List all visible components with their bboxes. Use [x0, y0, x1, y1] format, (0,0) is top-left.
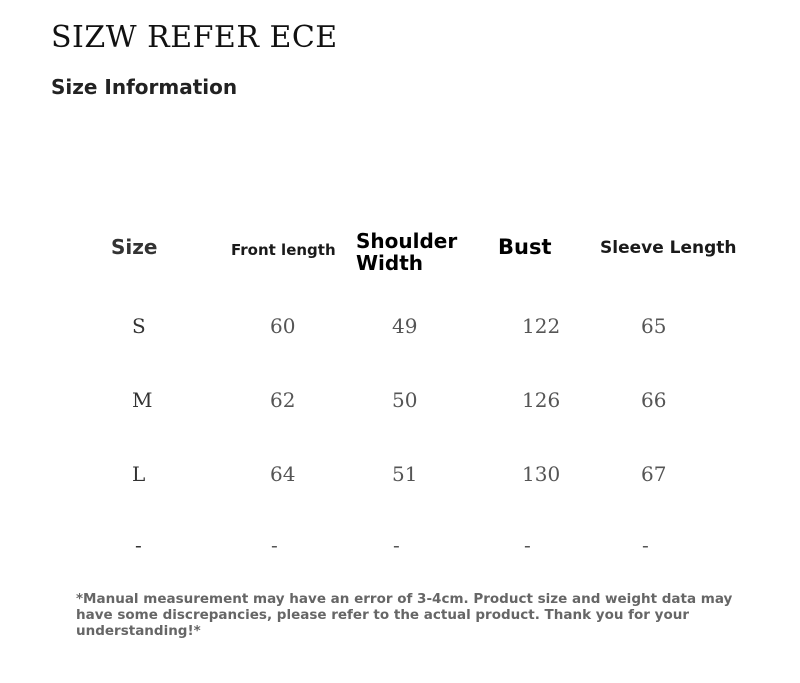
- page-title: SIZW REFER ECE: [51, 20, 338, 55]
- cell-shoulder-width: 49: [392, 314, 418, 338]
- cell-sleeve-length: 66: [641, 388, 667, 412]
- cell-shoulder-width: -: [393, 533, 400, 557]
- cell-sleeve-length: 67: [641, 462, 667, 486]
- cell-bust: -: [524, 533, 531, 557]
- page-subtitle: Size Information: [51, 75, 238, 99]
- cell-bust: 130: [522, 462, 561, 486]
- cell-front-length: 62: [270, 388, 296, 412]
- cell-size: M: [132, 388, 153, 412]
- cell-sleeve-length: 65: [641, 314, 667, 338]
- cell-shoulder-width: 51: [392, 462, 418, 486]
- header-sleeve-length: Sleeve Length: [600, 238, 737, 258]
- cell-size: S: [132, 314, 146, 338]
- cell-bust: 122: [522, 314, 561, 338]
- cell-front-length: -: [271, 533, 278, 557]
- header-front-length: Front length: [231, 241, 336, 259]
- cell-front-length: 64: [270, 462, 296, 486]
- cell-sleeve-length: -: [642, 533, 649, 557]
- cell-size: -: [135, 533, 142, 557]
- measurement-note: *Manual measurement may have an error of 3-4cm. Product size and weight data may have some discrepancies, please refer to the actual product. Thank you for your understanding!*: [76, 591, 733, 639]
- cell-shoulder-width: 50: [392, 388, 418, 412]
- cell-size: L: [132, 462, 146, 486]
- header-size: Size: [111, 235, 158, 259]
- cell-bust: 126: [522, 388, 561, 412]
- header-bust: Bust: [498, 235, 552, 259]
- header-shoulder-width: Shoulder Width: [356, 229, 458, 275]
- cell-front-length: 60: [270, 314, 296, 338]
